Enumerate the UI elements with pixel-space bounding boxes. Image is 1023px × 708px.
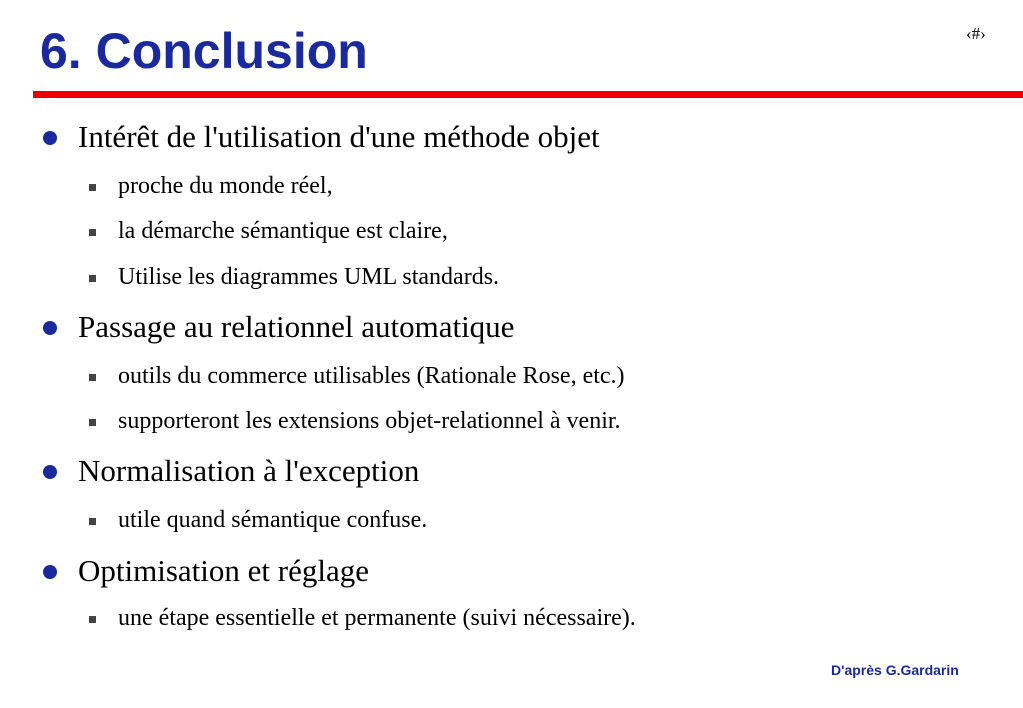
title-divider <box>33 91 1023 98</box>
bullet-item: supporteront les extensions objet-relationnel à venir. <box>118 408 621 434</box>
square-bullet-icon <box>89 275 96 282</box>
square-bullet-icon <box>89 518 96 525</box>
square-bullet-icon <box>89 616 96 623</box>
round-bullet-icon <box>43 131 57 145</box>
round-bullet-icon <box>43 321 57 335</box>
bullet-item: proche du monde réel, <box>118 173 333 199</box>
bullet-item: outils du commerce utilisables (Rationale Rose, etc.) <box>118 363 625 389</box>
bullet-item: la démarche sémantique est claire, <box>118 218 448 244</box>
square-bullet-icon <box>89 374 96 381</box>
slide-title: 6. Conclusion <box>40 23 368 79</box>
round-bullet-icon <box>43 465 57 479</box>
bullet-item: Utilise les diagrammes UML standards. <box>118 264 500 290</box>
square-bullet-icon <box>89 419 96 426</box>
square-bullet-icon <box>89 229 96 236</box>
footer-credit: D'après G.Gardarin <box>831 662 959 678</box>
slide-number: ‹#› <box>966 24 986 43</box>
round-bullet-icon <box>43 565 57 579</box>
bullet-heading: Normalisation à l'exception <box>78 453 420 488</box>
bullet-item: une étape essentielle et permanente (suivi nécessaire). <box>118 605 636 631</box>
bullet-heading: Optimisation et réglage <box>78 553 369 588</box>
bullet-heading: Passage au relationnel automatique <box>78 309 515 344</box>
bullet-heading: Intérêt de l'utilisation d'une méthode objet <box>78 119 600 154</box>
bullet-item: utile quand sémantique confuse. <box>118 507 428 533</box>
square-bullet-icon <box>89 184 96 191</box>
